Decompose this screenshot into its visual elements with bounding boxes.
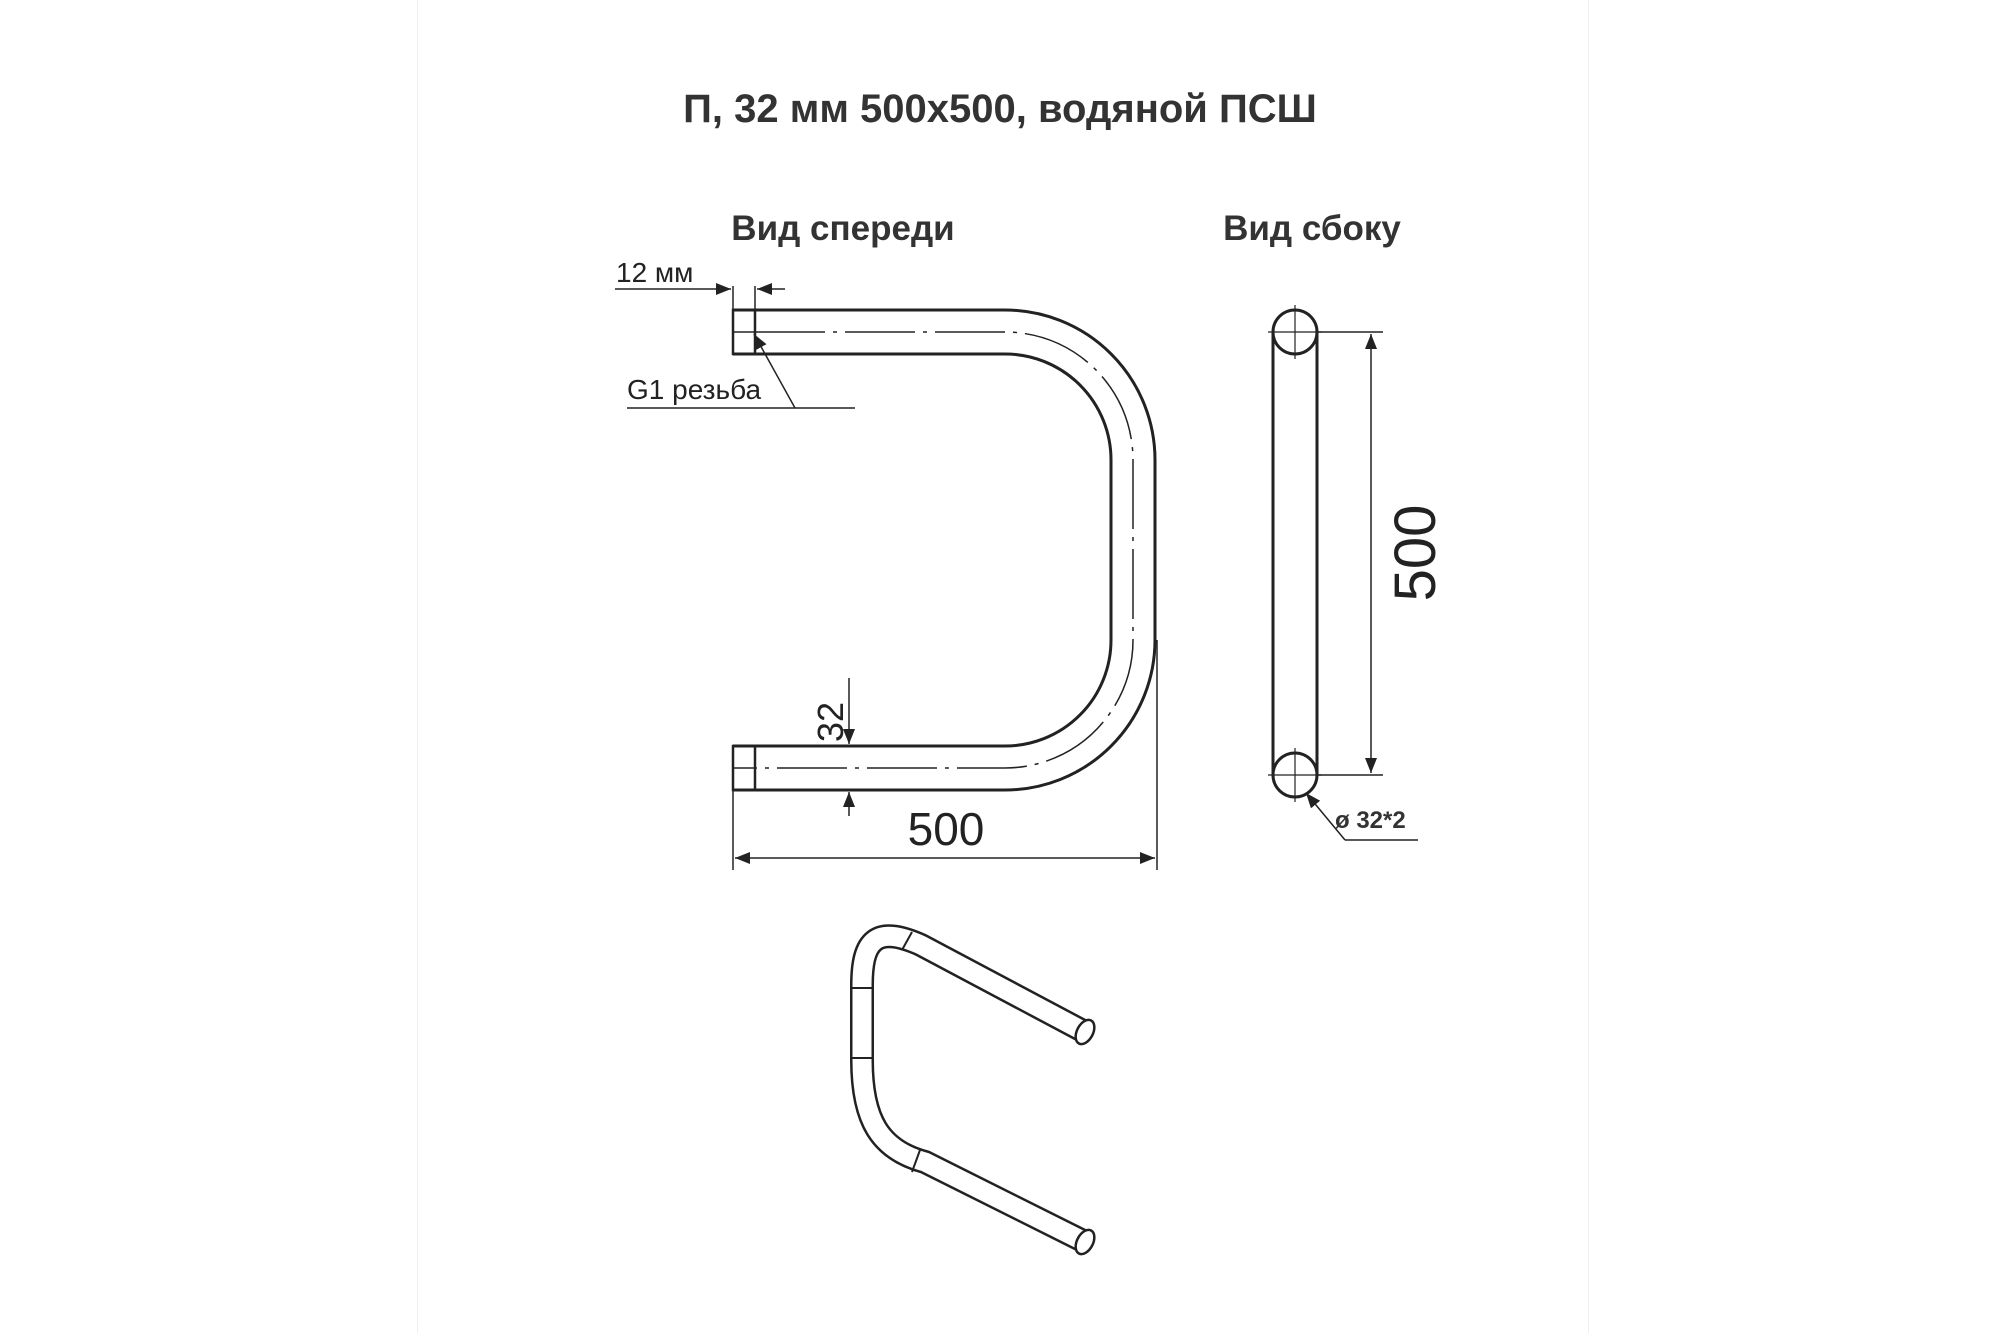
width-dimension <box>733 640 1157 870</box>
thread-bottom <box>733 746 755 790</box>
isometric-view <box>850 932 1098 1257</box>
tube-diameter-label: 32 <box>810 701 851 743</box>
front-view-tube <box>733 310 1155 790</box>
thread-top <box>733 310 755 354</box>
width-label: 500 <box>907 803 985 855</box>
side-view-label: Вид сбоку <box>1223 209 1401 248</box>
drawing-title: П, 32 мм 500х500, водяной ПСШ <box>683 87 1317 131</box>
thread-note-leader <box>627 334 855 408</box>
height-label: 500 <box>1383 504 1448 602</box>
diameter-note-label: ø 32*2 <box>1335 807 1406 834</box>
thread-length-dimension <box>615 257 785 310</box>
diameter-note-leader <box>1306 793 1418 840</box>
thread-length-label: 12 мм <box>616 257 694 288</box>
tube-inner-edge <box>733 354 1111 746</box>
front-view-label: Вид спереди <box>731 209 955 248</box>
thread-note-label: G1 резьба <box>627 374 762 405</box>
tube-outer-edge <box>733 310 1155 790</box>
height-dimension <box>1317 332 1448 775</box>
side-view-tube <box>1268 305 1322 802</box>
